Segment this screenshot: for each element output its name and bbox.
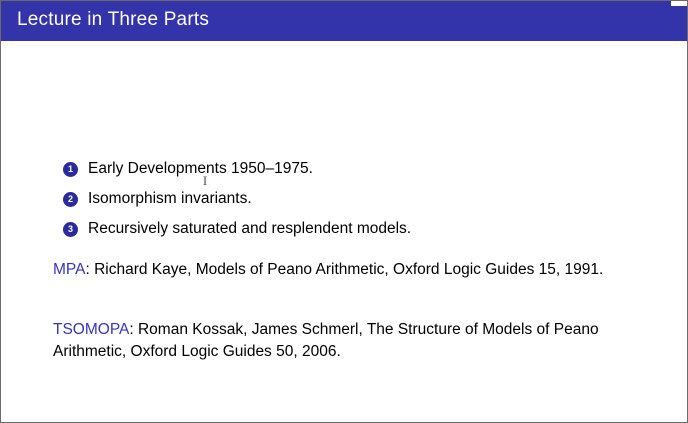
slide-content (1, 41, 688, 423)
reference-entry (53, 259, 643, 281)
list-item (63, 159, 643, 178)
reference-text: Richard Kaye, Models of Peano Arithmetic, Oxford Logic Guides 15, 1991. (89, 261, 604, 278)
list-item-label: Isomorphism invariants. (88, 190, 252, 207)
list-item-label: Recursively saturated and resplendent models. (88, 220, 412, 237)
list-number-badge: 2 (63, 192, 78, 207)
enumerated-list (63, 159, 643, 249)
reference-separator: : (129, 321, 134, 338)
list-item (63, 219, 643, 238)
slide-title-bar (1, 1, 688, 41)
title-accent-mark (671, 1, 688, 6)
reference-key: TSOMOPA (53, 321, 130, 338)
reference-entry (53, 319, 643, 363)
reference-separator: : (85, 261, 90, 278)
reference-text: Roman Kossak, James Schmerl, The Structure of Models of Peano Arithmetic, Oxford Logic Guides 50, 2006. (53, 321, 599, 360)
list-item-label: Early Developments 1950–1975. (88, 160, 313, 177)
list-number-badge: 3 (63, 222, 78, 237)
page-title: Lecture in Three Parts (17, 9, 210, 30)
text-cursor-icon: I (202, 173, 208, 188)
list-item (63, 189, 643, 208)
list-number-badge: 1 (63, 162, 78, 177)
reference-key: MPA (53, 261, 86, 278)
